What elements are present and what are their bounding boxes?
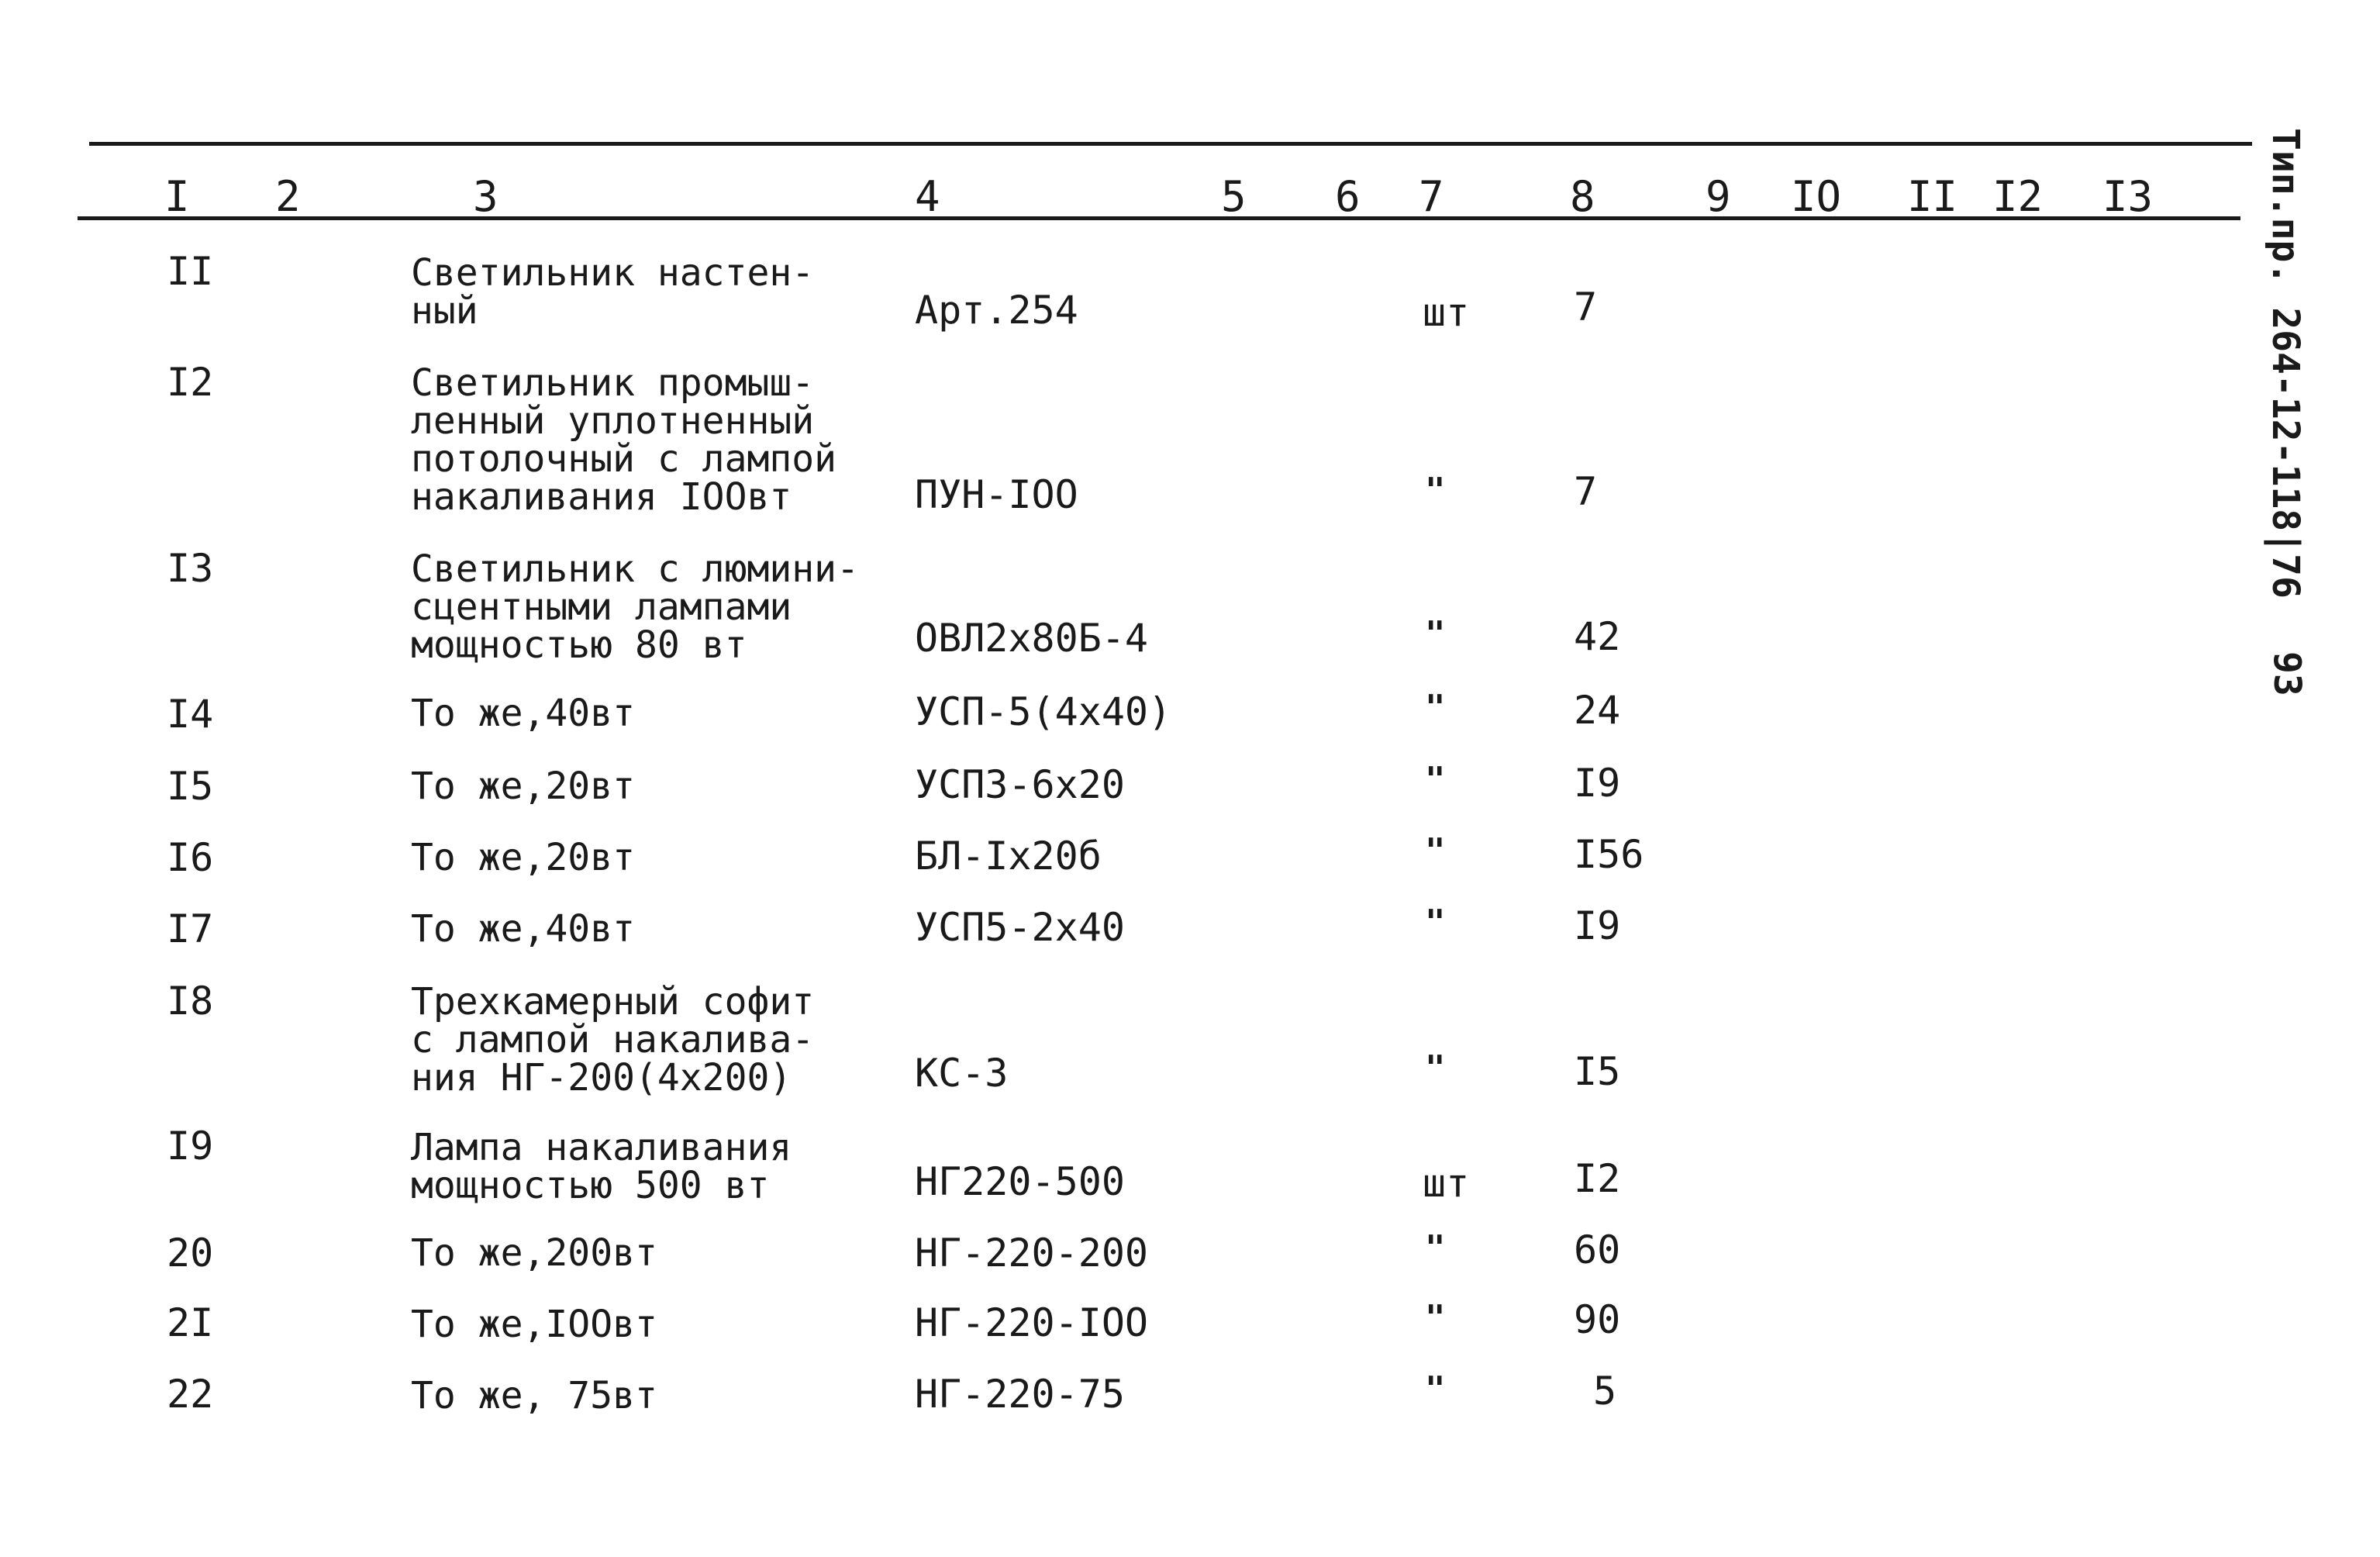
item-description: То же,20вт	[411, 765, 635, 808]
col-header-7: 7	[1419, 172, 1444, 221]
item-code: КС-3	[915, 1051, 1009, 1096]
row-number: I9	[167, 1124, 214, 1169]
item-description: Трехкамерный софит с лампой накалива- ния НГ-200(4х200)	[411, 980, 815, 1100]
row-number: 2I	[167, 1300, 214, 1345]
item-quantity: 5	[1593, 1369, 1617, 1414]
item-quantity: I5	[1574, 1049, 1621, 1094]
item-code: НГ-220-200	[915, 1231, 1149, 1276]
item-description: То же,200вт	[411, 1231, 657, 1275]
col-header-11: II	[1907, 172, 1958, 221]
item-quantity: 24	[1574, 688, 1621, 733]
col-header-1: I	[164, 172, 190, 221]
item-unit: "	[1425, 1369, 1446, 1409]
item-unit: "	[1425, 471, 1446, 510]
item-unit: "	[1425, 1048, 1446, 1088]
col-header-6: 6	[1335, 172, 1361, 221]
header-top-rule	[89, 142, 2252, 146]
row-number: I2	[167, 360, 214, 405]
item-code: БЛ-Iх20б	[915, 834, 1102, 879]
col-header-10: IO	[1791, 172, 1842, 221]
item-code: НГ220-500	[915, 1159, 1125, 1204]
item-description: Светильник настен- ный	[411, 251, 815, 333]
col-header-2: 2	[275, 172, 301, 221]
item-code: ОВЛ2х80Б-4	[915, 616, 1149, 661]
row-number: I5	[167, 764, 214, 809]
row-number: I6	[167, 835, 214, 880]
item-unit: "	[1425, 831, 1446, 871]
item-quantity: I56	[1574, 832, 1644, 877]
item-description: То же,40вт	[411, 692, 635, 735]
item-unit: шт	[1423, 290, 1470, 335]
item-description: Лампа накаливания мощностью 500 вт	[411, 1126, 792, 1207]
item-description: Светильник промыш- ленный уплотненный потолочный с лампой накаливания IOOвт	[411, 361, 837, 519]
item-code: НГ-220-IOO	[915, 1300, 1149, 1345]
col-header-8: 8	[1570, 172, 1595, 221]
item-code: ПУН-IOO	[915, 472, 1078, 517]
item-description: То же,IOOвт	[411, 1303, 657, 1346]
row-number: I4	[167, 692, 214, 737]
row-number: II	[167, 249, 214, 294]
row-number: I3	[167, 546, 214, 591]
item-code: УСП5-2х40	[915, 905, 1125, 950]
row-number: 22	[167, 1372, 214, 1417]
item-quantity: 90	[1574, 1297, 1621, 1342]
row-number: 20	[167, 1231, 214, 1276]
item-quantity: I9	[1574, 761, 1621, 806]
col-header-9: 9	[1706, 172, 1731, 221]
item-quantity: 7	[1574, 285, 1598, 330]
item-code: УСП3-6х20	[915, 762, 1125, 807]
item-description: То же,40вт	[411, 907, 635, 951]
item-unit: "	[1425, 760, 1446, 799]
col-header-13: I3	[2102, 172, 2154, 221]
item-quantity: 42	[1574, 614, 1621, 659]
row-number: I7	[167, 906, 214, 951]
col-header-5: 5	[1221, 172, 1247, 221]
item-unit: "	[1425, 1228, 1446, 1268]
row-number: I8	[167, 979, 214, 1024]
page-number: 93	[2265, 651, 2309, 696]
item-description: Светильник с люмини- сцентными лампами мощностью 80 вт	[411, 547, 859, 667]
item-unit: "	[1425, 614, 1446, 654]
item-unit: "	[1425, 903, 1446, 942]
item-unit: шт	[1423, 1161, 1470, 1206]
item-unit: "	[1425, 1298, 1446, 1338]
item-unit: "	[1425, 688, 1446, 727]
item-quantity: I2	[1574, 1156, 1621, 1201]
project-code-label: Тип.пр. 264-12-118|76	[2264, 128, 2307, 599]
col-header-3: 3	[473, 172, 498, 221]
item-code: УСП-5(4х40)	[915, 689, 1172, 734]
item-code: НГ-220-75	[915, 1372, 1125, 1417]
item-quantity: 7	[1574, 469, 1598, 514]
item-code: Арт.254	[915, 288, 1078, 333]
item-description: То же, 75вт	[411, 1374, 657, 1417]
item-quantity: I9	[1574, 903, 1621, 948]
item-description: То же,20вт	[411, 836, 635, 879]
col-header-12: I2	[1992, 172, 2044, 221]
item-quantity: 60	[1574, 1227, 1621, 1272]
col-header-4: 4	[915, 172, 940, 221]
